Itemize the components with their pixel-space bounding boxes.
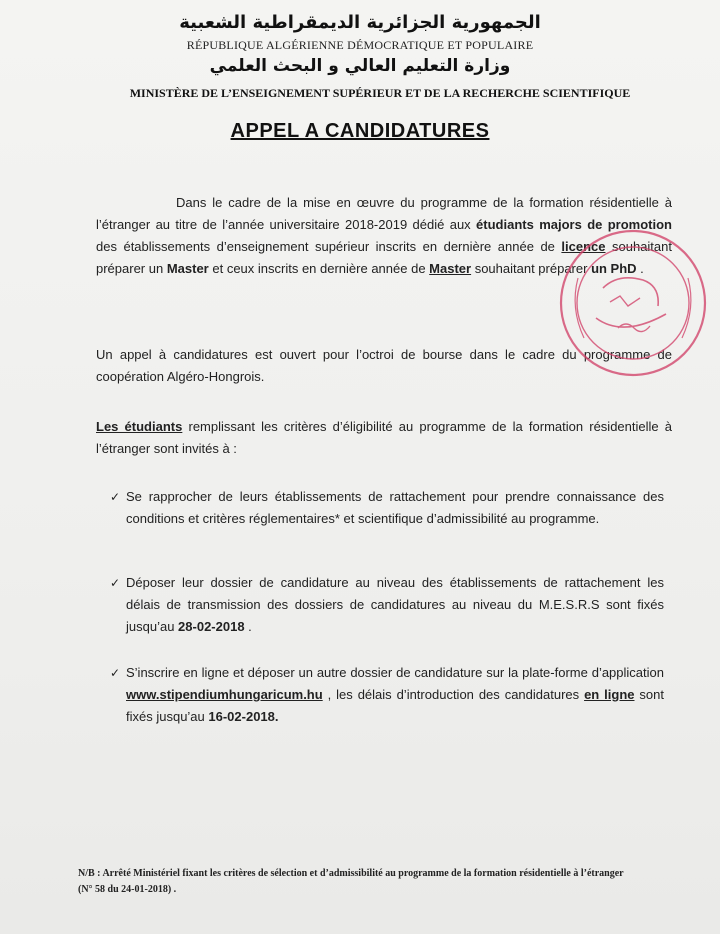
- intro-bold-majors: étudiants majors de promotion: [476, 217, 672, 232]
- intro-text-5: souhaitant préparer: [471, 261, 592, 276]
- header-french-ministry: MINISTÈRE DE L’ENSEIGNEMENT SUPÉRIEUR ET DE LA RECHERCHE SCIENTIFIQUE: [129, 86, 631, 100]
- bullet-text: [112, 662, 664, 728]
- stipendium-link[interactable]: www.stipendiumhungaricum.hu: [126, 687, 323, 702]
- header-arabic-ministry: وزارة التعليم العالي و البحث العلمي: [209, 56, 511, 76]
- students-lead: Les étudiants: [96, 419, 183, 434]
- checkmark-icon: ✓: [110, 666, 121, 680]
- intro-master-underlined: Master: [429, 261, 472, 276]
- page-title: APPEL A CANDIDATURES: [230, 120, 490, 142]
- checkmark-icon: ✓: [110, 490, 121, 504]
- bullet3-text-b: , les délais d’introduction des candidatures: [322, 687, 585, 702]
- paragraph-call: Un appel à candidatures est ouvert pour l’octroi de bourse dans le cadre du programme de coopération Algéro-Hongrois.: [96, 347, 672, 384]
- bullet3-online: en ligne: [584, 687, 635, 702]
- bullet3-text-c: sont fixés jusqu’au: [126, 687, 664, 724]
- footnote-label: N/B :: [78, 868, 101, 879]
- checkmark-icon: ✓: [110, 576, 121, 590]
- bullet2-date: 28-02-2018: [178, 619, 245, 634]
- bullet-item-3: [112, 662, 664, 740]
- footnote-text: Arrêté Ministériel fixant les critères de sélection et d’admissibilité au programme de la formation résidentielle à l’étranger (N° 58 du 24-01-2018) .: [78, 868, 624, 895]
- intro-text-6: .: [636, 261, 644, 276]
- list-item: [112, 486, 664, 530]
- list-item: [112, 662, 664, 728]
- header-french-republic: RÉPUBLIQUE ALGÉRIENNE DÉMOCRATIQUE ET POPULAIRE: [186, 38, 534, 52]
- intro-master: Master: [166, 261, 209, 276]
- intro-text-4: et ceux inscrits en dernière année de: [208, 261, 430, 276]
- header-arabic-republic: الجمهورية الجزائرية الديمقراطية الشعبية: [179, 12, 541, 33]
- bullet-text: [112, 572, 664, 638]
- intro-text-1: Dans le cadre de la mise en œuvre du programme de la formation résidentielle à l’étranger au titre de l’année universitaire 2018-2019 dédié aux: [96, 195, 672, 232]
- bullet3-date: 16-02-2018.: [208, 709, 279, 724]
- footnote: [78, 866, 638, 898]
- intro-licence: licence: [561, 239, 606, 254]
- intro-phd: un PhD: [591, 261, 637, 276]
- bullet2-end: .: [244, 619, 252, 634]
- intro-text-3: souhaitant préparer un: [96, 239, 672, 276]
- paragraph-intro: [96, 192, 672, 280]
- bullet-text: Se rapprocher de leurs établissements de rattachement pour prendre connaissance des conditions et critères réglementaires* et scientifique d’admissibilité au programme.: [126, 489, 664, 526]
- bullet-item-2: [112, 572, 664, 650]
- students-rest: remplissant les critères d’éligibilité au programme de la formation résidentielle à l’étranger sont invités à :: [96, 419, 672, 456]
- bullet2-text: Déposer leur dossier de candidature au niveau des établissements de rattachement les délais de transmission des dossiers de candidatures au niveau du M.E.S.R.S sont fixés jusqu’au: [126, 575, 664, 634]
- bullet3-text-a: S’inscrire en ligne et déposer un autre dossier de candidature sur la plate-forme d’application: [126, 665, 664, 680]
- bullet-item-1: [112, 486, 664, 542]
- list-item: [112, 572, 664, 638]
- paragraph-students: [96, 416, 672, 460]
- intro-text-2: des établissements d’enseignement supérieur inscrits en dernière année de: [96, 239, 562, 254]
